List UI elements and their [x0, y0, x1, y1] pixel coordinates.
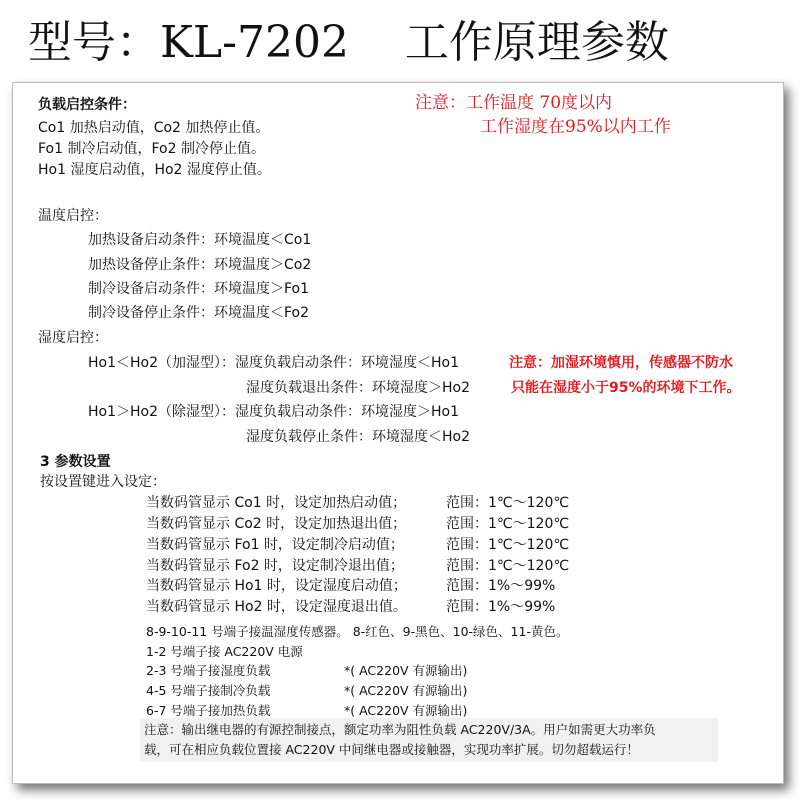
sensor-terminal-line: 8-9-10-11 号端子接温湿度传感器。 8-红色、9-黑色、10-绿色、11-黄色。 [146, 624, 569, 639]
settings-row-range: 范围：1%～99% [446, 599, 556, 615]
temp-control-line: 加热设备停止条件：环境温度＞Co2 [88, 257, 312, 273]
terminal-row-label: 6-7 号端子接加热负载 [146, 703, 271, 718]
humidify-line-2: 湿度负载退出条件：环境湿度＞Ho2 [246, 380, 470, 396]
settings-row-range: 范围：1%～99% [446, 578, 556, 594]
humidify-line-1: Ho1＜Ho2（加湿型）：湿度负载启动条件：环境湿度＜Ho1 [88, 355, 459, 371]
humidify-note-1: 注意：加湿环境慎用，传感器不防水 [509, 355, 733, 371]
temp-control-heading: 温度启控： [38, 208, 108, 224]
settings-intro: 按设置键进入设定： [40, 474, 166, 490]
page-title: 型号：KL-7202 工作原理参数 [28, 17, 669, 68]
settings-row-desc: 当数码管显示 Ho2 时，设定湿度退出值。 [146, 599, 407, 615]
temp-control-line: 制冷设备启动条件：环境温度＞Fo1 [88, 281, 310, 297]
settings-heading: 3 参数设置 [40, 454, 111, 470]
terminal-row-label: 4-5 号端子接制冷负载 [146, 683, 271, 698]
footer-line-2: 载，可在相应负载位置接 AC220V 中间继电器或接触器，实现功率扩展。切勿超载运行！ [144, 742, 639, 757]
settings-row-desc: 当数码管显示 Fo2 时，设定制冷退出值； [146, 558, 404, 574]
terminal-row-note: *( AC220V 有源输出) [344, 663, 468, 678]
load-control-line: Fo1 制冷启动值，Fo2 制冷停止值。 [38, 141, 265, 157]
terminal-row-note: *( AC220V 有源输出) [344, 683, 468, 698]
load-control-heading: 负载启控条件： [38, 97, 136, 113]
terminal-row-note: *( AC220V 有源输出) [344, 703, 468, 718]
settings-row-desc: 当数码管显示 Co1 时，设定加热启动值； [146, 495, 407, 511]
settings-row-desc: 当数码管显示 Co2 时，设定加热退出值； [146, 516, 407, 532]
temp-control-line: 加热设备启动条件：环境温度＜Co1 [88, 232, 312, 248]
settings-row-range: 范围：1℃～120℃ [446, 516, 570, 532]
settings-row-desc: 当数码管显示 Fo1 时，设定制冷启动值； [146, 537, 404, 553]
humidify-note-2: 只能在湿度小于95%的环境下工作。 [511, 380, 741, 396]
footer-note [140, 718, 718, 762]
dehumidify-line-2: 湿度负载停止条件：环境湿度＜Ho2 [246, 429, 470, 445]
humidity-control-heading: 湿度启控： [38, 330, 108, 346]
settings-row-range: 范围：1℃～120℃ [446, 495, 570, 511]
settings-row-desc: 当数码管显示 Ho1 时，设定湿度启动值； [146, 578, 407, 594]
dehumidify-line-1: Ho1＞Ho2（除湿型）：湿度负载启动条件：环境湿度＞Ho1 [88, 404, 459, 420]
load-control-line: Co1 加热启动值，Co2 加热停止值。 [38, 120, 270, 136]
settings-row-range: 范围：1℃～120℃ [446, 558, 570, 574]
terminal-row-label: 2-3 号端子接湿度负载 [146, 663, 271, 678]
terminal-row-label: 1-2 号端子接 AC220V 电源 [146, 644, 303, 659]
settings-row-range: 范围：1℃～120℃ [446, 537, 570, 553]
warning-line-2: 工作湿度在95%以内工作 [480, 117, 671, 137]
footer-line-1: 注意：输出继电器的有源控制接点，额定功率为阻性负载 AC220V/3A。用户如需更大功率负 [144, 722, 656, 737]
load-control-line: Ho1 湿度启动值，Ho2 湿度停止值。 [38, 162, 271, 178]
warning-line-1: 注意：工作温度 70度以内 [415, 93, 613, 113]
temp-control-line: 制冷设备停止条件：环境温度＜Fo2 [88, 305, 310, 321]
